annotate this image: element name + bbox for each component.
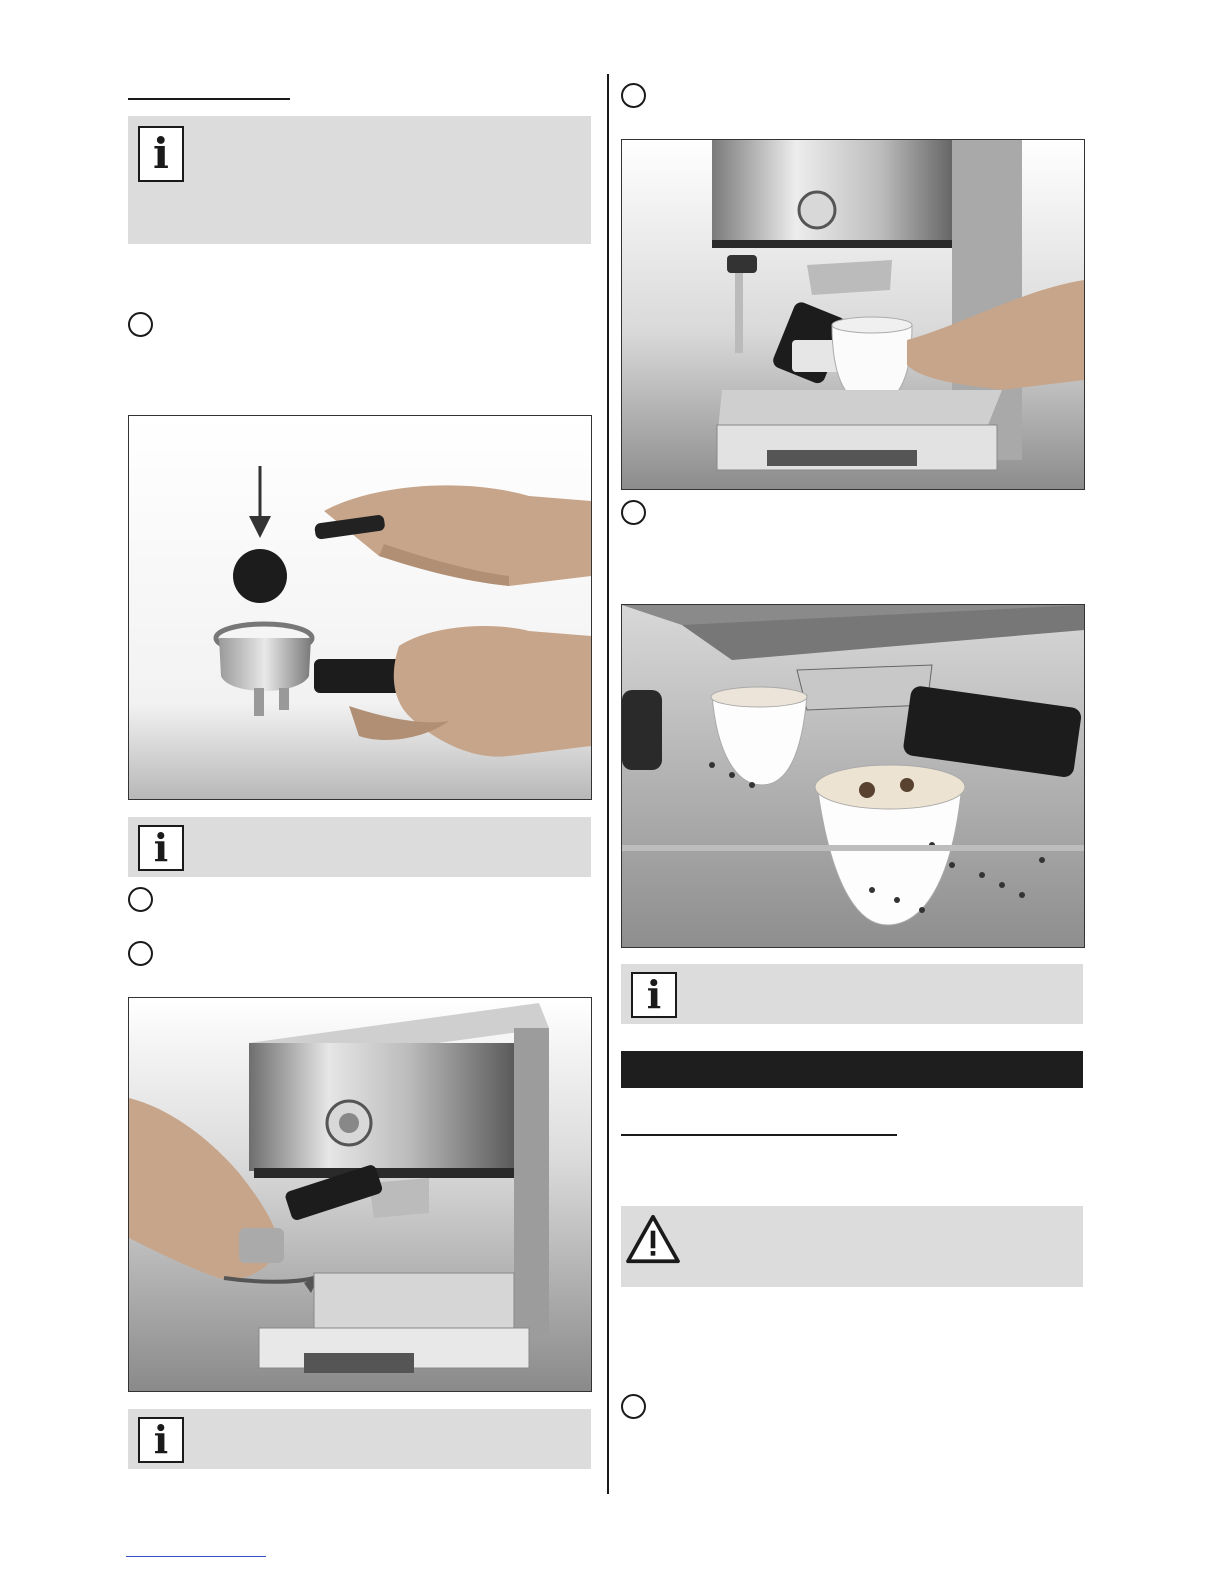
- step-marker: [621, 83, 646, 108]
- warning-triangle-icon: [625, 1214, 681, 1264]
- info-box-3: [128, 1409, 591, 1469]
- photo-attach-portafilter: [128, 997, 592, 1392]
- step-marker: [621, 500, 646, 525]
- photo-two-cups-dispensing: [621, 604, 1085, 948]
- info-box-1: [128, 116, 591, 244]
- info-box-4: [621, 964, 1083, 1024]
- info-icon: i: [138, 1417, 184, 1463]
- subsection-underline: [128, 98, 290, 100]
- info-box-2: [128, 817, 591, 877]
- info-icon: i: [138, 126, 184, 182]
- info-icon: i: [631, 972, 677, 1018]
- section-header-bar: [621, 1051, 1083, 1088]
- photo-cup-under-spout: [621, 139, 1085, 490]
- step-marker: [621, 1394, 646, 1419]
- step-marker: [128, 312, 153, 337]
- warning-box: [621, 1206, 1083, 1287]
- step-marker: [128, 887, 153, 912]
- photo-coffee-pod-portafilter: [128, 415, 592, 800]
- column-divider: [607, 74, 609, 1494]
- subsection-underline: [621, 1134, 897, 1136]
- step-marker: [128, 941, 153, 966]
- info-icon: i: [138, 825, 184, 871]
- footer-link-underline: [126, 1556, 266, 1557]
